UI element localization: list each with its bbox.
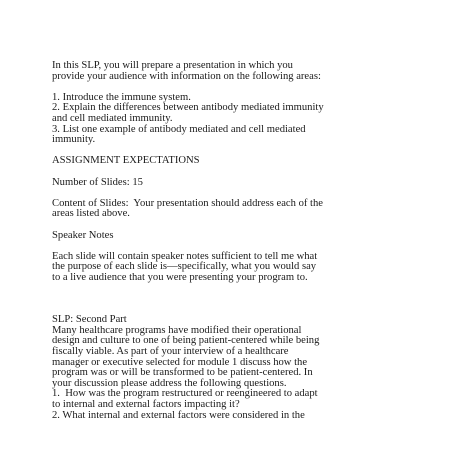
expectations-heading: ASSIGNMENT EXPECTATIONS [52, 155, 200, 167]
second-part-line: Many healthcare programs have modified their operational [52, 324, 302, 336]
second-part-line: to internal and external factors impacting it? [52, 399, 240, 410]
speaker-notes-line: to a live audience that you were presenting your program to. [52, 271, 308, 283]
speaker-notes-line: the purpose of each slide is—specifically, what you would say [52, 261, 317, 273]
second-part-heading: SLP: Second Part [52, 314, 127, 326]
area-item: immunity. [52, 134, 96, 146]
content-of-slides-line: Content of Slides: Your presentation should address each of the [52, 197, 323, 209]
second-part-line: fiscally viable. As part of your interview of a healthcare [52, 346, 289, 358]
second-part-line: design and culture to one of being patient-centered while being [52, 335, 320, 347]
intro-line: provide your audience with information on the following areas: [52, 70, 321, 82]
document-text [52, 61, 432, 421]
intro-line: In this SLP, you will prepare a presentation in which you [52, 60, 293, 71]
second-part-line: 2. What internal and external factors were considered in the [52, 409, 305, 421]
area-item: 3. List one example of antibody mediated and cell mediated [52, 123, 306, 135]
area-item: 2. Explain the differences between antibody mediated immunity [52, 102, 324, 114]
speaker-notes-line: Each slide will contain speaker notes sufficient to tell me what [52, 250, 318, 262]
number-of-slides: Number of Slides: 15 [52, 176, 143, 188]
second-part-line: 1. How was the program restructured or reengineered to adapt [52, 388, 318, 400]
content-of-slides-line: areas listed above. [52, 208, 130, 220]
area-item: and cell mediated immunity. [52, 112, 173, 124]
second-part-line: your discussion please address the following questions. [52, 377, 287, 389]
speaker-notes-heading: Speaker Notes [52, 229, 114, 241]
area-item: 1. Introduce the immune system. [52, 91, 191, 103]
second-part-line: manager or executive selected for module 1 discuss how the [52, 356, 308, 368]
second-part-line: program was or will be transformed to be patient-centered. In [52, 367, 313, 379]
